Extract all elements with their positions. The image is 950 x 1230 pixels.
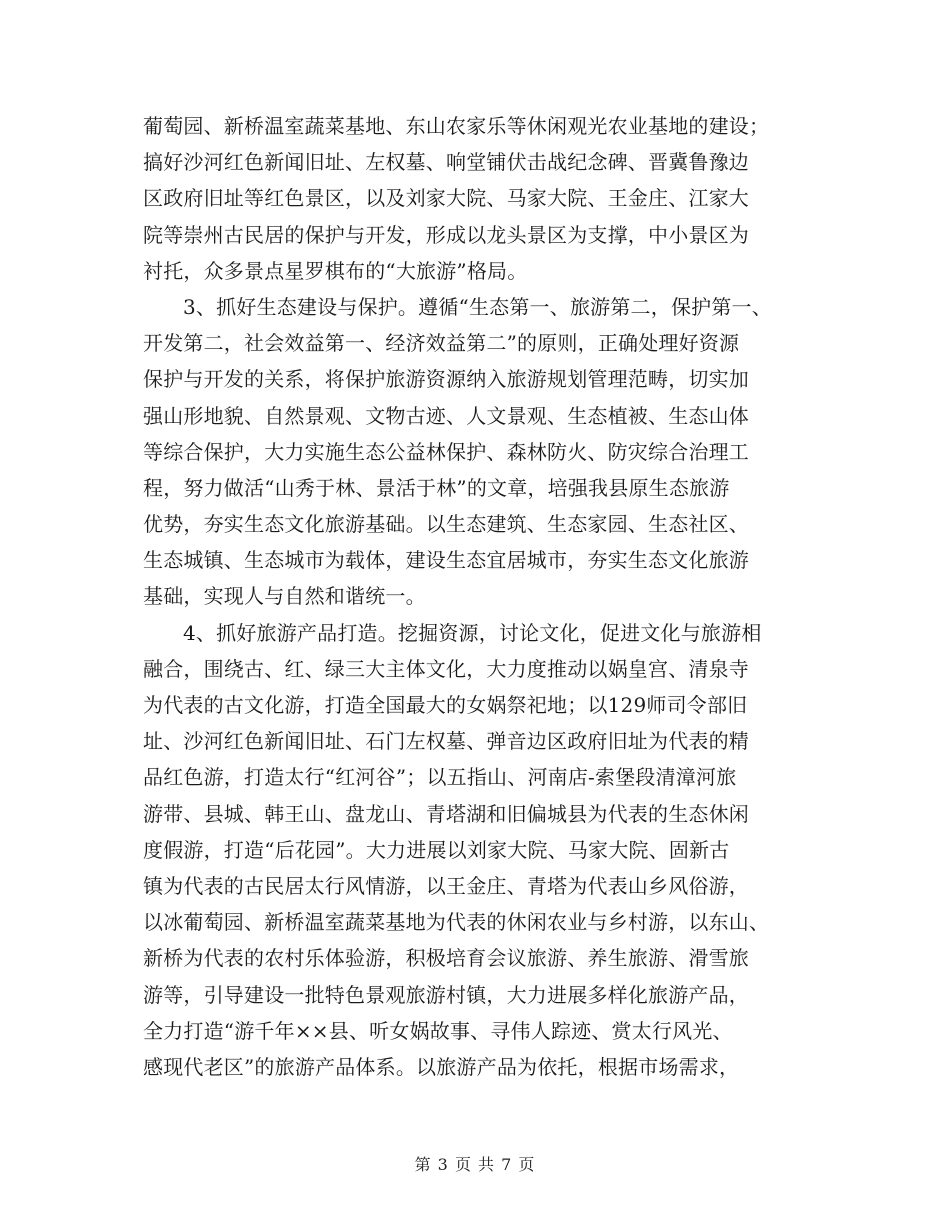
text-line: 搞好沙河红色新闻旧址、左权墓、响堂铺伏击战纪念碑、晋冀鲁豫边 — [143, 150, 749, 175]
paragraph-start-line: 4、抓好旅游产品打造。挖掘资源，讨论文化，促进文化与旅游相 — [183, 620, 762, 645]
text-line: 保护与开发的关系，将保护旅游资源纳入旅游规划管理范畴，切实加 — [143, 367, 749, 392]
text-line: 优势，夯实生态文化旅游基础。以生态建筑、生态家园、生态社区、 — [143, 512, 749, 537]
text-line: 品红色游，打造太行“红河谷”；以五指山、河南店-索堡段清漳河旅 — [143, 765, 737, 790]
text-line: 院等崇州古民居的保护与开发，形成以龙头景区为支撑，中小景区为 — [143, 222, 749, 247]
text-line: 基础，实现人与自然和谐统一。 — [143, 584, 426, 609]
text-line: 生态城镇、生态城市为载体，建设生态宜居城市，夯实生态文化旅游 — [143, 548, 749, 573]
text-line: 感现代老区”的旅游产品体系。以旅游产品为依托，根据市场需求， — [143, 1054, 740, 1079]
text-line: 游等，引导建设一批特色景观旅游村镇，大力进展多样化旅游产品， — [143, 982, 749, 1007]
text-line: 程，努力做活“山秀于林、景活于林”的文章，培强我县原生态旅游 — [143, 475, 730, 500]
text-line: 新桥为代表的农村乐体验游，积极培育会议旅游、养生旅游、滑雪旅 — [143, 946, 749, 971]
text-line: 强山形地貌、自然景观、文物古迹、人文景观、生态植被、生态山体 — [143, 403, 749, 428]
text-line: 葡萄园、新桥温室蔬菜基地、东山农家乐等休闲观光农业基地的建设； — [143, 114, 770, 138]
body-text — [143, 108, 823, 1085]
text-line: 为代表的古文化游，打造全国最大的女娲祭祀地；以129师司令部旧 — [143, 693, 748, 717]
text-line: 区政府旧址等红色景区，以及刘家大院、马家大院、王金庄、江家大 — [143, 186, 749, 211]
text-line: 全力打造“游千年××县、听女娲故事、寻伟人踪迹、赏太行风光、 — [143, 1018, 733, 1043]
text-line: 以冰葡萄园、新桥温室蔬菜基地为代表的休闲农业与乡村游，以东山、 — [143, 910, 770, 935]
text-line: 等综合保护，大力实施生态公益林保护、森林防火、防灾综合治理工 — [143, 439, 749, 464]
text-line: 游带、县城、韩王山、盘龙山、青塔湖和旧偏城县为代表的生态休闲 — [143, 801, 749, 826]
text-line: 衬托，众多景点星罗棋布的“大旅游”格局。 — [143, 258, 528, 283]
text-line: 度假游，打造“后花园”。大力进展以刘家大院、马家大院、固新古 — [143, 837, 730, 862]
text-line: 镇为代表的古民居太行风情游，以王金庄、青塔为代表山乡风俗游， — [143, 873, 749, 898]
text-line: 开发第二，社会效益第一、经济效益第二”的原则，正确处理好资源 — [143, 331, 740, 356]
paragraph-start-line: 3、抓好生态建设与保护。遵循“生态第一、旅游第二，保护第一、 — [183, 294, 772, 319]
text-line: 址、沙河红色新闻旧址、石门左权墓、弹音边区政府旧址为代表的精 — [143, 729, 749, 754]
text-line: 融合，围绕古、红、绿三大主体文化，大力度推动以娲皇宫、清泉寺 — [143, 656, 749, 681]
page-number-footer: 第 3 页 共 7 页 — [414, 1155, 536, 1174]
